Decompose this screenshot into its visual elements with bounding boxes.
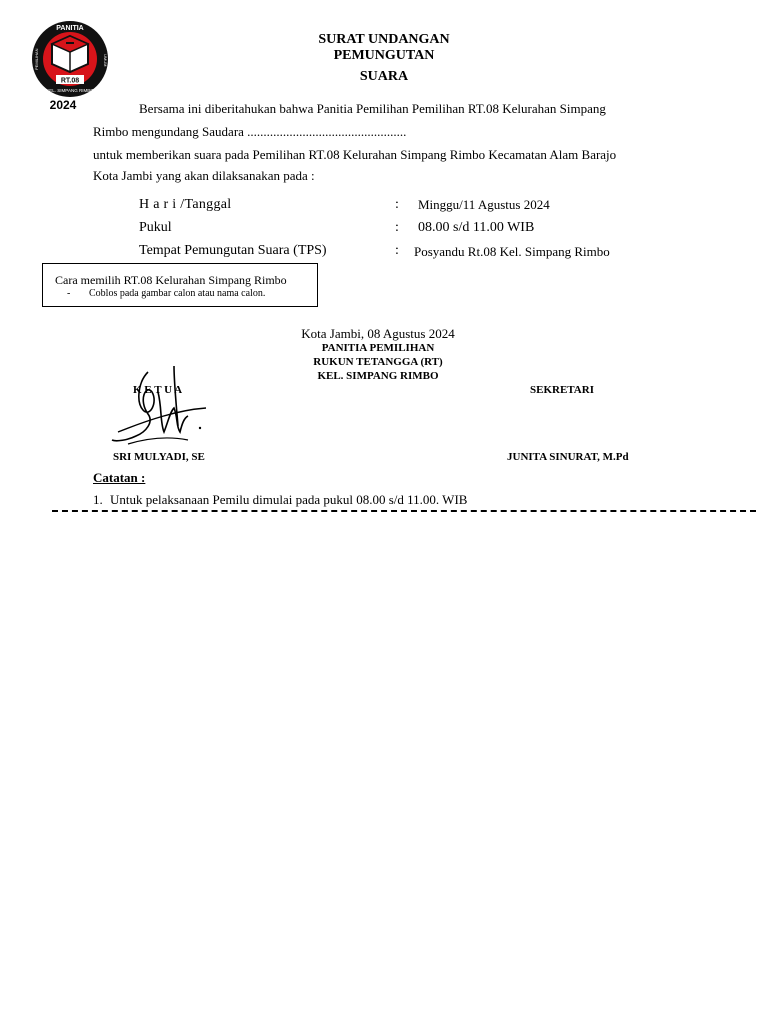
title-line-3: SUARA [359, 69, 409, 84]
detail-sep-date: : [395, 197, 399, 212]
detail-value-time: 08.00 s/d 11.00 WIB [418, 220, 535, 235]
detail-label-time: Pukul [139, 220, 172, 235]
chairman-signature [108, 362, 218, 458]
logo-bottom-text: KEL. SIMPANG RIMBO [46, 88, 94, 93]
secretary-name: JUNITA SINURAT, M.Pd [507, 451, 629, 463]
committee-line-2: RUKUN TETANGGA (RT) [313, 356, 443, 368]
title-line-2: PEMUNGUTAN [333, 48, 435, 63]
instruction-bullet: - [67, 288, 71, 299]
paragraph-line-4: Kota Jambi yang akan dilaksanakan pada : [93, 168, 315, 183]
instruction-item: Coblos pada gambar calon atau nama calon. [89, 288, 266, 299]
place-date: Kota Jambi, 08 Agustus 2024 [301, 326, 455, 341]
detail-label-place: Tempat Pemungutan Suara (TPS) [139, 243, 327, 258]
cut-line-divider [52, 510, 756, 514]
detail-value-date: Minggu/11 Agustus 2024 [418, 197, 550, 212]
chairman-name: SRI MULYADI, SE [113, 451, 205, 463]
svg-text:PANITIA: PANITIA [56, 25, 84, 32]
instruction-title: Cara memilih RT.08 Kelurahan Simpang Rimbo [55, 273, 287, 287]
detail-sep-time: : [395, 220, 399, 235]
committee-line-3: KEL. SIMPANG RIMBO [317, 370, 439, 382]
title-line-1: SURAT UNDANGAN [318, 32, 450, 47]
notes-heading: Catatan : [93, 470, 146, 485]
voting-instruction-box [42, 263, 318, 307]
svg-text:PEMILIHAN: PEMILIHAN [34, 48, 39, 70]
detail-sep-place: : [395, 243, 399, 258]
paragraph-line-2: Rimbo mengundang Saudara ................................................. [93, 124, 407, 139]
ring-text-top [56, 25, 83, 32]
chairman-role: K E T U A [133, 384, 183, 396]
logo-center-text: RT.08 [60, 77, 80, 85]
committee-line-1: PANITIA PEMILIHAN [321, 342, 435, 354]
paragraph-line-3: untuk memberikan suara pada Pemilihan RT.08 Kelurahan Simpang Rimbo Kecamatan Alam Barajo [93, 147, 617, 162]
note-number: 1. [93, 492, 103, 507]
detail-label-date: H a r i /Tanggal [139, 197, 232, 212]
logo-year: 2024 [49, 98, 77, 112]
detail-value-place: Posyandu Rt.08 Kel. Simpang Rimbo [414, 244, 610, 259]
note-item: Untuk pelaksanaan Pemilu dimulai pada pukul 08.00 s/d 11.00. WIB [110, 492, 468, 507]
paragraph-line-1: Bersama ini diberitahukan bahwa Panitia Pemilihan Pemilihan RT.08 Kelurahan Simpang [139, 101, 606, 116]
svg-text:UMUM: UMUM [103, 54, 108, 67]
secretary-role: SEKRETARI [530, 384, 594, 396]
